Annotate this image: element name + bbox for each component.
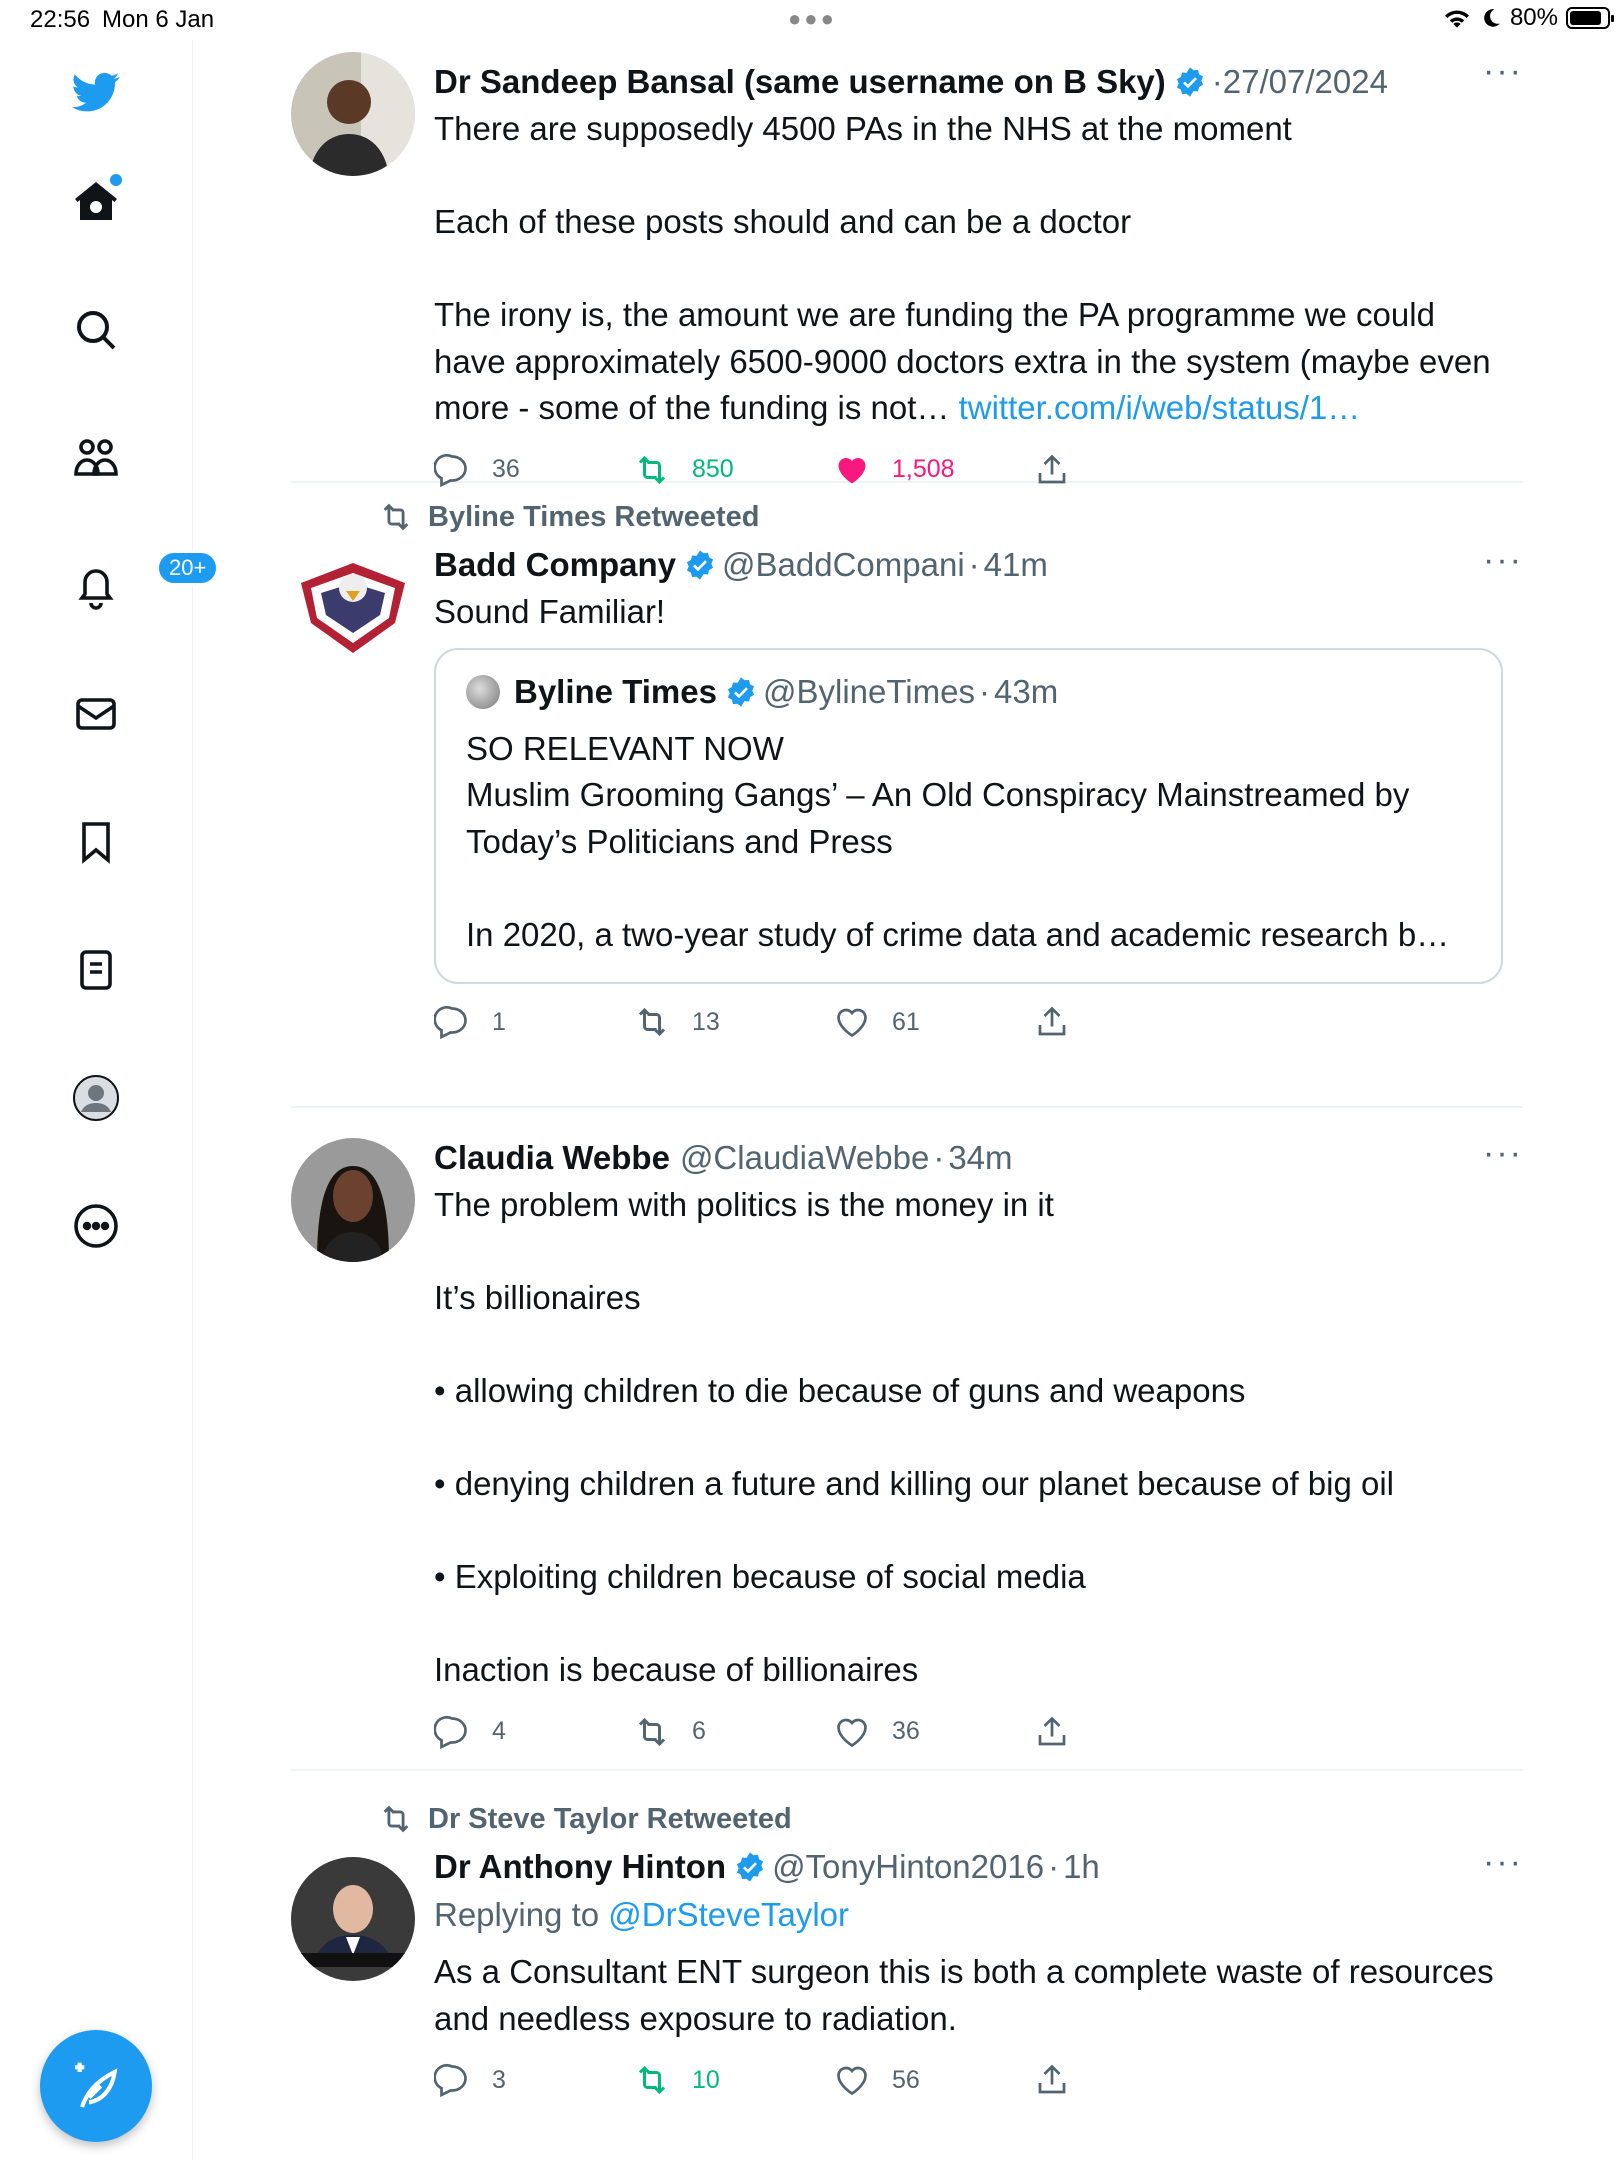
tweet-actions	[434, 2050, 1503, 2110]
reply-count: 3	[492, 2065, 506, 2094]
like-count: 1,508	[892, 455, 955, 483]
quoted-tweet[interactable]	[434, 648, 1503, 985]
tweet-text-content: There are supposedly 4500 PAs in the NHS at the moment Each of these posts should and can be a doctor The irony is, the amount we are funding the PA programme we could have approximately 6500-9000 doctors extra in the system (maybe even more - some of the funding is not…	[434, 110, 1491, 426]
timeline-feed	[291, 40, 1523, 2151]
reply-icon	[434, 1714, 470, 1750]
tweet-more-icon[interactable]: ···	[1483, 1134, 1523, 1172]
author-name[interactable]: Dr Sandeep Bansal (same username on B Sky)	[434, 63, 1166, 100]
verified-badge-icon	[684, 549, 716, 581]
tweet-timestamp[interactable]: 34m	[948, 1139, 1013, 1176]
tweet-more-icon[interactable]: ···	[1483, 52, 1523, 90]
sidebar	[0, 40, 207, 2160]
heart-icon	[834, 1714, 870, 1750]
tweet-text: The problem with politics is the money in it It’s billionaires • allowing children to die because of guns and weapons • denying children a future and killing our planet because of big oil • Exploiting children because of social media Inaction is because of billionaires	[434, 1186, 1395, 1688]
reply-count: 36	[492, 455, 520, 483]
reply-count: 4	[492, 1717, 506, 1745]
retweeted-by-text: Dr Steve Taylor Retweeted	[428, 1802, 792, 1835]
heart-icon	[834, 2062, 870, 2098]
battery-icon	[1566, 7, 1610, 29]
status-time: 22:56	[30, 6, 91, 33]
quoted-avatar	[466, 675, 500, 709]
tweet-text: As a Consultant ENT surgeon this is both a complete waste of resources and needless exposure to radiation.	[434, 1953, 1503, 2037]
tweet-actions	[434, 992, 1503, 1052]
more-options-icon[interactable]	[66, 1196, 126, 1256]
separator-dot: ·	[1048, 1848, 1060, 1885]
tweet[interactable]	[291, 483, 1523, 1108]
separator-dot: ·	[1211, 63, 1223, 100]
like-count: 36	[892, 1717, 920, 1745]
retweet-count: 10	[692, 2065, 720, 2094]
tweet[interactable]	[291, 1108, 1523, 1771]
retweet-small-icon	[376, 1802, 416, 1836]
multitasking-dots-icon[interactable]: ●●●	[788, 6, 837, 31]
lists-icon[interactable]	[66, 940, 126, 1000]
retweeted-by-line[interactable]	[376, 493, 1523, 541]
reply-button[interactable]	[434, 1004, 634, 1040]
avatar[interactable]	[291, 1857, 415, 1981]
reply-icon	[434, 1004, 470, 1040]
reply-button[interactable]	[434, 1714, 634, 1750]
retweet-icon	[634, 1004, 670, 1040]
tweet[interactable]	[291, 1771, 1523, 2151]
reply-icon	[434, 2062, 470, 2098]
retweet-button[interactable]	[634, 1004, 834, 1040]
retweet-count: 13	[692, 1007, 720, 1036]
reply-button[interactable]	[434, 2062, 634, 2098]
home-unread-dot	[110, 174, 122, 186]
like-count: 61	[892, 1007, 920, 1036]
tweet-text	[434, 106, 1503, 432]
profile-avatar-icon[interactable]	[66, 1068, 126, 1128]
heart-icon	[834, 1004, 870, 1040]
replying-to	[434, 1891, 1503, 1939]
bookmarks-icon[interactable]	[66, 812, 126, 872]
avatar[interactable]	[291, 543, 415, 667]
retweet-button[interactable]	[634, 2062, 834, 2098]
share-icon	[1034, 1714, 1070, 1750]
communities-icon[interactable]	[66, 428, 126, 488]
compose-tweet-button[interactable]	[40, 2030, 152, 2142]
retweet-small-icon	[376, 500, 416, 534]
tweet-actions	[434, 1702, 1503, 1762]
like-count: 56	[892, 2065, 920, 2094]
quoted-author-handle: @BylineTimes	[762, 672, 975, 710]
notifications-icon[interactable]	[66, 555, 207, 616]
notifications-badge: 20+	[156, 550, 219, 586]
quoted-tweet-text: SO RELEVANT NOW Muslim Grooming Gangs’ – An Old Conspiracy Mainstreamed by Today’s Politicians and Press In 2020, a two-year study of crime data and academic research b…	[466, 729, 1450, 953]
like-button[interactable]	[834, 2062, 1034, 2098]
tweet-text: Sound Familiar!	[434, 593, 666, 630]
author-name[interactable]: Dr Anthony Hinton	[434, 1848, 727, 1885]
tweet-timestamp[interactable]: 41m	[983, 546, 1048, 583]
tweet-timestamp[interactable]: 27/07/2024	[1222, 63, 1388, 100]
retweet-button[interactable]	[634, 1714, 834, 1750]
status-date: Mon 6 Jan	[102, 6, 215, 33]
author-handle[interactable]: @TonyHinton2016	[772, 1848, 1045, 1885]
author-name[interactable]: Claudia Webbe	[434, 1139, 670, 1176]
retweeted-by-line[interactable]	[376, 1795, 1523, 1843]
quoted-timestamp: 43m	[993, 672, 1059, 710]
share-button[interactable]	[1034, 2062, 1234, 2098]
verified-badge-icon	[725, 676, 757, 708]
like-button[interactable]	[834, 1714, 1034, 1750]
search-icon[interactable]	[66, 300, 126, 360]
retweet-icon	[634, 2062, 670, 2098]
retweet-count: 850	[692, 455, 734, 483]
separator-dot: ·	[933, 1139, 945, 1176]
tweet-more-icon[interactable]: ···	[1483, 1843, 1523, 1881]
retweet-count: 6	[692, 1717, 706, 1745]
share-button[interactable]	[1034, 1004, 1234, 1040]
share-icon	[1034, 2062, 1070, 2098]
author-handle[interactable]: @BaddCompani	[722, 546, 965, 583]
replying-to-prefix: Replying to	[434, 1896, 609, 1933]
reply-count: 1	[492, 1007, 506, 1036]
avatar[interactable]	[291, 1138, 415, 1262]
battery-percentage: 80%	[1509, 4, 1558, 31]
retweet-icon	[634, 1714, 670, 1750]
home-icon[interactable]	[66, 172, 126, 232]
like-button[interactable]	[834, 1004, 1034, 1040]
share-button[interactable]	[1034, 1714, 1234, 1750]
verified-badge-icon	[1174, 66, 1206, 98]
tweet-link[interactable]: twitter.com/i/web/status/1…	[958, 389, 1361, 426]
verified-badge-icon	[734, 1851, 766, 1883]
compose-feather-icon	[68, 2058, 124, 2114]
messages-icon[interactable]	[66, 684, 126, 744]
twitter-logo-icon[interactable]	[66, 62, 126, 122]
replying-to-handle[interactable]: @DrSteveTaylor	[608, 1896, 849, 1933]
avatar[interactable]	[291, 52, 415, 176]
tweet[interactable]	[291, 12, 1523, 483]
retweeted-by-text: Byline Times Retweeted	[428, 500, 760, 533]
author-handle[interactable]: @ClaudiaWebbe	[679, 1139, 930, 1176]
quoted-author-name: Byline Times	[514, 672, 717, 710]
tweet-timestamp[interactable]: 1h	[1063, 1848, 1100, 1885]
separator-dot: ·	[978, 672, 990, 710]
share-icon	[1034, 1004, 1070, 1040]
author-name[interactable]: Badd Company	[434, 546, 677, 583]
separator-dot: ·	[968, 546, 980, 583]
tweet-more-icon[interactable]: ···	[1483, 541, 1523, 579]
